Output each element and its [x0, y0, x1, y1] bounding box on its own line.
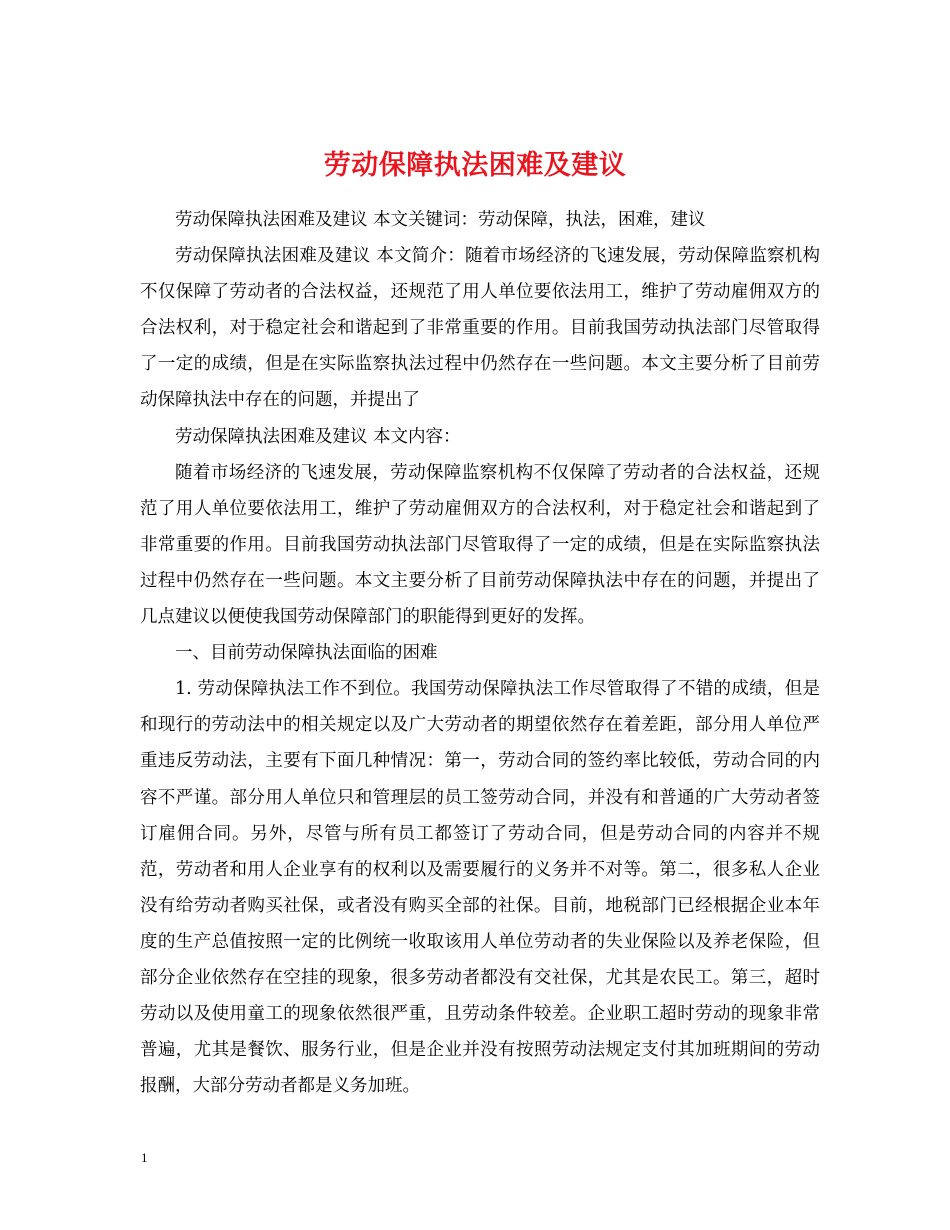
intro-paragraph: 随着市场经济的飞速发展，劳动保障监察机构不仅保障了劳动者的合法权益，还规范了用人单位要依法用工，维护了劳动雇佣双方的合法权利，对于稳定社会和谐起到了非常重要的作用。目前我国劳动执法部门尽管取得了一定的成绩，但是在实际监察执法过程中仍然存在一些问题。本文主要分析了目前劳动保障执法中存在的问题，并提出了几点建议以便使我国劳动保障部门的职能得到更好的发挥。 — [140, 462, 820, 628]
keywords-paragraph: 劳动保障执法困难及建议 本文关键词：劳动保障，执法，困难，建议 — [175, 210, 706, 230]
page-number: 1 — [141, 1150, 148, 1165]
section-heading: 一、目前劳动保障执法面临的困难 — [175, 643, 438, 664]
summary-paragraph: 劳动保障执法困难及建议 本文简介：随着市场经济的飞速发展，劳动保障监察机构不仅保障了劳动者的合法权益，还规范了用人单位要依法用工，维护了劳动雇佣双方的合法权利，对于稳定社会和谐起到了非常重要的作用。目前我国劳动执法部门尽管取得了一定的成绩，但是在实际监察执法过程中仍然存在一些问题。本文主要分析了目前劳动保障执法中存在的问题，并提出了 — [140, 246, 820, 411]
document-title: 劳动保障执法困难及建议 — [323, 150, 627, 182]
point-one-paragraph: 1. 劳动保障执法工作不到位。我国劳动保障执法工作尽管取得了不错的成绩，但是和现行的劳动法中的相关规定以及广大劳动者的期望依然存在着差距，部分用人单位严重违反劳动法，主要有下面几种情况：第一，劳动合同的签约率比较低，劳动合同的内容不严谨。部分用人单位只和管理层的员工签劳动合同，并没有和普通的广大劳动者签订雇佣合同。另外，尽管与所有员工都签订了劳动合同，但是劳动合同的内容并不规范，劳动者和用人企业享有的权利以及需要履行的义务并不对等。第二，很多私人企业没有给劳动者购买社保，或者没有购买全部的社保。目前，地税部门已经根据企业本年度的生产总值按照一定的比例统一收取该用人单位劳动者的失业保险以及养老保险，但部分企业依然存在空挂的现象，很多劳动者都没有交社保，尤其是农民工。第三，超时劳动以及使用童工的现象依然很严重，且劳动条件较差。企业职工超时劳动的现象非常普遍，尤其是餐饮、服务行业，但是企业并没有按照劳动法规定支付其加班期间的劳动报酬，大部分劳动者都是义务加班。 — [140, 679, 820, 1097]
content-label-paragraph: 劳动保障执法困难及建议 本文内容： — [175, 426, 461, 447]
document-body — [140, 202, 820, 1104]
